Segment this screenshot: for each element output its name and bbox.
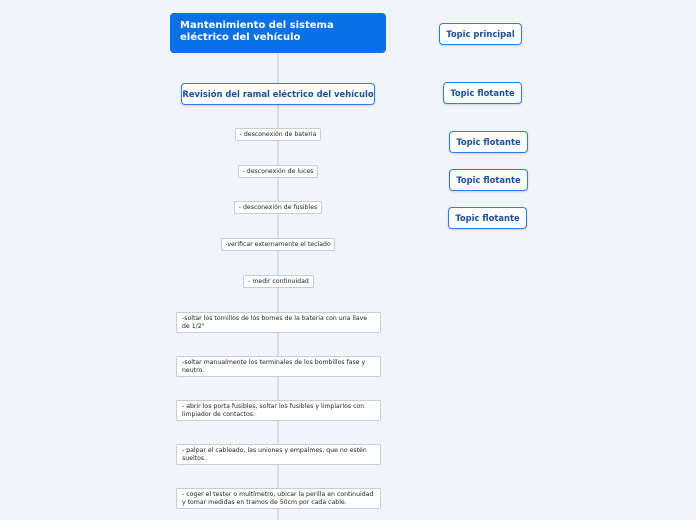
subtopic-desconexion-luces[interactable] <box>238 165 318 178</box>
root-topic[interactable] <box>170 13 386 53</box>
floating-topic-3[interactable] <box>449 169 528 191</box>
subtopic-label: - desconexión de fusibles <box>238 204 318 211</box>
subtopic-label: - medir continuidad <box>248 278 309 285</box>
subtopic-label: - abrir los porta fusibles, soltar los fusibles y limpiarlos con limpiador de contactos. <box>182 403 365 418</box>
subtopic-soltar-terminales[interactable] <box>176 356 381 377</box>
subtopic-label: - coger el tester o multímetro, ubicar la perilla en continuidad y tomar medidas en tramos de 50cm por cada cable. <box>182 491 374 506</box>
subtopic-label: -verificar externamente el teclado <box>225 241 331 248</box>
subtopic-label: - desconexión de bateria <box>239 131 317 138</box>
floating-topic-principal[interactable] <box>439 23 522 45</box>
subtopic-medir-continuidad[interactable] <box>243 275 314 288</box>
floating-topic-4[interactable] <box>448 207 527 229</box>
floating-topic-2[interactable] <box>449 131 528 153</box>
floating-topic-label: Topic flotante <box>455 213 520 223</box>
subtopic-coger-tester[interactable] <box>176 488 381 509</box>
subtopic-label: -soltar los tornillos de los bornes de la bateria con una llave de 1/2" <box>182 315 368 330</box>
floating-topic-label: Topic principal <box>446 29 515 39</box>
subtopic-label: - palpar el cableado, las uniones y empalmes, que no estén sueltos. <box>182 447 367 462</box>
floating-topic-label: Topic flotante <box>456 137 521 147</box>
subtopic-desconexion-bateria[interactable] <box>235 128 321 141</box>
subtopic-desconexion-fusibles[interactable] <box>234 201 322 214</box>
main-topic-label: Revisión del ramal eléctrico del vehículo <box>182 89 374 99</box>
floating-topic-label: Topic flotante <box>450 88 515 98</box>
root-topic-title: Mantenimiento del sistema eléctrico del vehículo <box>180 20 334 43</box>
floating-topic-label: Topic flotante <box>456 175 521 185</box>
subtopic-palpar-cableado[interactable] <box>176 444 381 465</box>
subtopic-soltar-tornillos[interactable] <box>176 312 381 333</box>
main-topic[interactable] <box>181 83 375 105</box>
subtopic-verificar-teclado[interactable] <box>221 238 335 251</box>
floating-topic-1[interactable] <box>443 82 522 104</box>
subtopic-label: -soltar manualmente los terminales de los bombillos fase y neutro. <box>182 359 366 374</box>
subtopic-label: - desconexión de luces <box>242 168 314 175</box>
subtopic-abrir-porta-fusibles[interactable] <box>176 400 381 421</box>
